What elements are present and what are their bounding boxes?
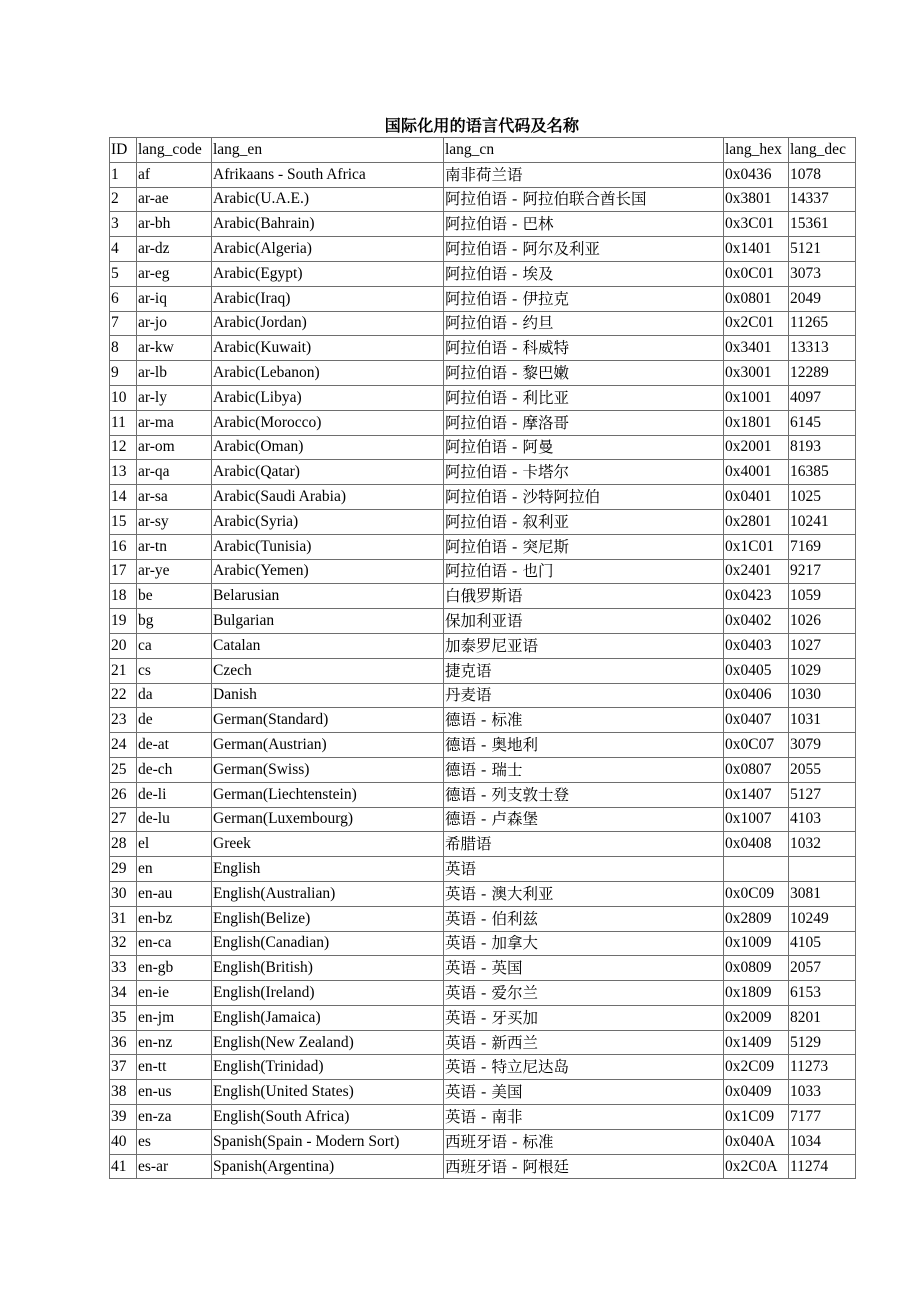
cell-lang-dec: 6153 [789, 981, 856, 1006]
cell-id: 35 [110, 1005, 137, 1030]
cell-lang-cn: 英语 - 美国 [444, 1080, 724, 1105]
cell-lang-code: ar-kw [137, 336, 212, 361]
cell-lang-dec: 1029 [789, 658, 856, 683]
cell-lang-dec: 4103 [789, 807, 856, 832]
cell-lang-en: Czech [212, 658, 444, 683]
cell-lang-en: English(New Zealand) [212, 1030, 444, 1055]
cell-id: 16 [110, 534, 137, 559]
table-row [110, 708, 856, 733]
cell-lang-en: Afrikaans - South Africa [212, 162, 444, 187]
cell-lang-hex: 0x3C01 [724, 212, 789, 237]
cell-id: 22 [110, 683, 137, 708]
cell-lang-hex: 0x0402 [724, 609, 789, 634]
cell-lang-en: German(Liechtenstein) [212, 782, 444, 807]
cell-lang-cn: 阿拉伯语 - 阿拉伯联合酋长国 [444, 187, 724, 212]
cell-id: 5 [110, 261, 137, 286]
cell-lang-en: Greek [212, 832, 444, 857]
cell-lang-hex: 0x2009 [724, 1005, 789, 1030]
table-row [110, 1080, 856, 1105]
cell-id: 14 [110, 485, 137, 510]
cell-lang-code: en-ie [137, 981, 212, 1006]
cell-lang-en: English(Canadian) [212, 931, 444, 956]
cell-lang-dec: 11265 [789, 311, 856, 336]
header-lang-hex: lang_hex [724, 138, 789, 163]
cell-lang-hex: 0x1007 [724, 807, 789, 832]
cell-lang-code: ar-eg [137, 261, 212, 286]
cell-lang-dec: 8201 [789, 1005, 856, 1030]
cell-id: 19 [110, 609, 137, 634]
cell-lang-en: Arabic(Bahrain) [212, 212, 444, 237]
cell-lang-hex: 0x4001 [724, 460, 789, 485]
cell-lang-hex: 0x0409 [724, 1080, 789, 1105]
cell-lang-hex: 0x0801 [724, 286, 789, 311]
cell-lang-dec: 3073 [789, 261, 856, 286]
cell-lang-cn: 阿拉伯语 - 黎巴嫩 [444, 361, 724, 386]
cell-lang-code: ar-dz [137, 237, 212, 262]
cell-lang-code: en-ca [137, 931, 212, 956]
cell-lang-cn: 德语 - 卢森堡 [444, 807, 724, 832]
cell-lang-code: ar-lb [137, 361, 212, 386]
cell-lang-dec: 1059 [789, 584, 856, 609]
table-row [110, 559, 856, 584]
cell-lang-cn: 阿拉伯语 - 突尼斯 [444, 534, 724, 559]
cell-lang-dec: 1026 [789, 609, 856, 634]
cell-lang-en: German(Austrian) [212, 733, 444, 758]
cell-id: 40 [110, 1129, 137, 1154]
cell-lang-en: Arabic(Syria) [212, 509, 444, 534]
table-row [110, 658, 856, 683]
cell-lang-cn: 英语 [444, 857, 724, 882]
cell-lang-code: ar-ye [137, 559, 212, 584]
table-row [110, 981, 856, 1006]
cell-lang-code: es-ar [137, 1154, 212, 1179]
cell-lang-dec: 1030 [789, 683, 856, 708]
cell-id: 32 [110, 931, 137, 956]
cell-lang-en: English(British) [212, 956, 444, 981]
cell-id: 10 [110, 385, 137, 410]
cell-lang-cn: 德语 - 瑞士 [444, 757, 724, 782]
cell-lang-cn: 英语 - 南非 [444, 1105, 724, 1130]
cell-lang-hex: 0x1001 [724, 385, 789, 410]
cell-lang-en: Danish [212, 683, 444, 708]
cell-id: 24 [110, 733, 137, 758]
cell-lang-en: English(United States) [212, 1080, 444, 1105]
cell-lang-cn: 英语 - 爱尔兰 [444, 981, 724, 1006]
cell-lang-hex: 0x1809 [724, 981, 789, 1006]
cell-lang-code: en-gb [137, 956, 212, 981]
table-row [110, 584, 856, 609]
cell-lang-dec: 2057 [789, 956, 856, 981]
cell-id: 28 [110, 832, 137, 857]
cell-lang-hex: 0x2C09 [724, 1055, 789, 1080]
cell-lang-hex: 0x0809 [724, 956, 789, 981]
cell-lang-hex: 0x1409 [724, 1030, 789, 1055]
language-code-table [109, 137, 856, 1179]
cell-lang-cn: 阿拉伯语 - 约旦 [444, 311, 724, 336]
cell-lang-code: bg [137, 609, 212, 634]
cell-id: 41 [110, 1154, 137, 1179]
cell-lang-code: cs [137, 658, 212, 683]
cell-lang-dec: 1078 [789, 162, 856, 187]
cell-lang-code: en-us [137, 1080, 212, 1105]
cell-lang-cn: 阿拉伯语 - 卡塔尔 [444, 460, 724, 485]
cell-id: 31 [110, 906, 137, 931]
cell-lang-dec: 2055 [789, 757, 856, 782]
cell-lang-en: Belarusian [212, 584, 444, 609]
cell-id: 8 [110, 336, 137, 361]
cell-lang-code: de-lu [137, 807, 212, 832]
cell-lang-en: Arabic(Egypt) [212, 261, 444, 286]
cell-lang-cn: 德语 - 奥地利 [444, 733, 724, 758]
cell-lang-en: German(Swiss) [212, 757, 444, 782]
cell-lang-dec: 12289 [789, 361, 856, 386]
table-row [110, 906, 856, 931]
table-row [110, 609, 856, 634]
cell-lang-en: Arabic(Morocco) [212, 410, 444, 435]
cell-lang-cn: 英语 - 特立尼达岛 [444, 1055, 724, 1080]
table-body [110, 162, 856, 1179]
cell-lang-dec: 13313 [789, 336, 856, 361]
cell-lang-code: de-li [137, 782, 212, 807]
cell-lang-cn: 南非荷兰语 [444, 162, 724, 187]
table-row [110, 410, 856, 435]
cell-lang-cn: 阿拉伯语 - 也门 [444, 559, 724, 584]
cell-lang-cn: 白俄罗斯语 [444, 584, 724, 609]
cell-lang-cn: 阿拉伯语 - 科威特 [444, 336, 724, 361]
cell-lang-cn: 英语 - 澳大利亚 [444, 881, 724, 906]
cell-id: 29 [110, 857, 137, 882]
cell-lang-hex: 0x1407 [724, 782, 789, 807]
cell-lang-cn: 西班牙语 - 标准 [444, 1129, 724, 1154]
cell-id: 38 [110, 1080, 137, 1105]
table-row [110, 336, 856, 361]
table-header-row [110, 138, 856, 163]
cell-lang-cn: 德语 - 标准 [444, 708, 724, 733]
cell-lang-cn: 德语 - 列支敦士登 [444, 782, 724, 807]
table-row [110, 237, 856, 262]
cell-id: 18 [110, 584, 137, 609]
cell-id: 36 [110, 1030, 137, 1055]
table-row [110, 1030, 856, 1055]
table-row [110, 832, 856, 857]
cell-lang-code: ar-sa [137, 485, 212, 510]
cell-lang-hex: 0x1801 [724, 410, 789, 435]
cell-lang-dec: 1025 [789, 485, 856, 510]
cell-id: 11 [110, 410, 137, 435]
cell-lang-cn: 阿拉伯语 - 利比亚 [444, 385, 724, 410]
cell-lang-hex: 0x0407 [724, 708, 789, 733]
cell-lang-code: ar-sy [137, 509, 212, 534]
table-row [110, 757, 856, 782]
cell-lang-hex: 0x0C07 [724, 733, 789, 758]
cell-lang-en: Bulgarian [212, 609, 444, 634]
table-row [110, 683, 856, 708]
cell-id: 3 [110, 212, 137, 237]
header-lang-code: lang_code [137, 138, 212, 163]
cell-id: 7 [110, 311, 137, 336]
cell-lang-hex: 0x0405 [724, 658, 789, 683]
table-row [110, 361, 856, 386]
cell-lang-en: Arabic(Algeria) [212, 237, 444, 262]
cell-lang-hex: 0x0436 [724, 162, 789, 187]
cell-lang-hex: 0x3801 [724, 187, 789, 212]
cell-lang-cn: 加泰罗尼亚语 [444, 633, 724, 658]
cell-id: 21 [110, 658, 137, 683]
cell-id: 13 [110, 460, 137, 485]
cell-id: 27 [110, 807, 137, 832]
cell-lang-dec: 7169 [789, 534, 856, 559]
cell-lang-cn: 阿拉伯语 - 摩洛哥 [444, 410, 724, 435]
cell-lang-hex: 0x2C01 [724, 311, 789, 336]
cell-lang-code: es [137, 1129, 212, 1154]
cell-lang-hex: 0x0423 [724, 584, 789, 609]
cell-lang-dec: 4097 [789, 385, 856, 410]
cell-lang-en: English(Australian) [212, 881, 444, 906]
cell-lang-code: ar-jo [137, 311, 212, 336]
cell-lang-dec: 14337 [789, 187, 856, 212]
cell-lang-hex: 0x0401 [724, 485, 789, 510]
cell-lang-en: English(Trinidad) [212, 1055, 444, 1080]
cell-lang-dec: 11274 [789, 1154, 856, 1179]
cell-lang-hex: 0x1009 [724, 931, 789, 956]
cell-id: 12 [110, 435, 137, 460]
cell-id: 23 [110, 708, 137, 733]
cell-lang-hex: 0x1401 [724, 237, 789, 262]
table-row [110, 509, 856, 534]
cell-id: 4 [110, 237, 137, 262]
cell-id: 20 [110, 633, 137, 658]
cell-lang-code: en-jm [137, 1005, 212, 1030]
cell-lang-hex [724, 857, 789, 882]
cell-lang-en: English(Jamaica) [212, 1005, 444, 1030]
cell-id: 2 [110, 187, 137, 212]
document-title: 国际化用的语言代码及名称 [384, 116, 580, 135]
cell-lang-en: English [212, 857, 444, 882]
cell-id: 26 [110, 782, 137, 807]
header-id: ID [110, 138, 137, 163]
cell-lang-en: English(South Africa) [212, 1105, 444, 1130]
table-row [110, 733, 856, 758]
cell-lang-cn: 阿拉伯语 - 叙利亚 [444, 509, 724, 534]
cell-id: 6 [110, 286, 137, 311]
cell-lang-code: ar-ae [137, 187, 212, 212]
cell-lang-code: ar-ly [137, 385, 212, 410]
cell-lang-dec: 3081 [789, 881, 856, 906]
cell-lang-cn: 英语 - 加拿大 [444, 931, 724, 956]
cell-lang-en: English(Belize) [212, 906, 444, 931]
table-row [110, 435, 856, 460]
cell-lang-code: de-at [137, 733, 212, 758]
cell-lang-en: Catalan [212, 633, 444, 658]
cell-lang-cn: 保加利亚语 [444, 609, 724, 634]
cell-lang-en: Arabic(Yemen) [212, 559, 444, 584]
cell-lang-en: Arabic(Oman) [212, 435, 444, 460]
cell-lang-dec: 1034 [789, 1129, 856, 1154]
cell-lang-dec: 6145 [789, 410, 856, 435]
cell-lang-dec: 5127 [789, 782, 856, 807]
header-lang-dec: lang_dec [789, 138, 856, 163]
cell-lang-en: English(Ireland) [212, 981, 444, 1006]
cell-lang-cn: 英语 - 英国 [444, 956, 724, 981]
cell-id: 17 [110, 559, 137, 584]
cell-lang-en: Arabic(Tunisia) [212, 534, 444, 559]
table-row [110, 187, 856, 212]
cell-lang-dec: 16385 [789, 460, 856, 485]
table-row [110, 485, 856, 510]
cell-lang-dec: 7177 [789, 1105, 856, 1130]
table-row [110, 534, 856, 559]
table-row [110, 162, 856, 187]
cell-lang-en: Arabic(U.A.E.) [212, 187, 444, 212]
cell-lang-cn: 丹麦语 [444, 683, 724, 708]
table-row [110, 857, 856, 882]
cell-lang-code: ar-iq [137, 286, 212, 311]
cell-lang-hex: 0x2001 [724, 435, 789, 460]
cell-lang-en: German(Luxembourg) [212, 807, 444, 832]
table-row [110, 261, 856, 286]
cell-lang-cn: 英语 - 牙买加 [444, 1005, 724, 1030]
cell-lang-dec: 5121 [789, 237, 856, 262]
cell-lang-hex: 0x2401 [724, 559, 789, 584]
cell-lang-hex: 0x040A [724, 1129, 789, 1154]
table-row [110, 1005, 856, 1030]
cell-lang-cn: 希腊语 [444, 832, 724, 857]
header-lang-en: lang_en [212, 138, 444, 163]
table-row [110, 1055, 856, 1080]
cell-id: 34 [110, 981, 137, 1006]
table-row [110, 286, 856, 311]
cell-lang-cn: 英语 - 新西兰 [444, 1030, 724, 1055]
cell-lang-en: Arabic(Jordan) [212, 311, 444, 336]
table-row [110, 1105, 856, 1130]
table-row [110, 931, 856, 956]
cell-lang-cn: 阿拉伯语 - 阿曼 [444, 435, 724, 460]
cell-lang-hex: 0x2C0A [724, 1154, 789, 1179]
cell-lang-hex: 0x0C09 [724, 881, 789, 906]
cell-lang-code: ar-qa [137, 460, 212, 485]
cell-id: 33 [110, 956, 137, 981]
cell-lang-cn: 阿拉伯语 - 埃及 [444, 261, 724, 286]
table-row [110, 782, 856, 807]
header-lang-cn: lang_cn [444, 138, 724, 163]
cell-id: 37 [110, 1055, 137, 1080]
cell-lang-code: en-bz [137, 906, 212, 931]
cell-lang-en: German(Standard) [212, 708, 444, 733]
cell-lang-hex: 0x0408 [724, 832, 789, 857]
cell-lang-hex: 0x0406 [724, 683, 789, 708]
cell-lang-en: Spanish(Spain - Modern Sort) [212, 1129, 444, 1154]
table-row [110, 311, 856, 336]
cell-id: 15 [110, 509, 137, 534]
cell-lang-hex: 0x2809 [724, 906, 789, 931]
cell-lang-dec: 1032 [789, 832, 856, 857]
cell-lang-code: en-nz [137, 1030, 212, 1055]
cell-lang-en: Arabic(Kuwait) [212, 336, 444, 361]
cell-lang-hex: 0x1C09 [724, 1105, 789, 1130]
table-row [110, 807, 856, 832]
cell-lang-cn: 阿拉伯语 - 伊拉克 [444, 286, 724, 311]
cell-lang-code: ar-tn [137, 534, 212, 559]
table-row [110, 460, 856, 485]
cell-lang-en: Arabic(Qatar) [212, 460, 444, 485]
cell-lang-dec: 10241 [789, 509, 856, 534]
cell-lang-en: Arabic(Lebanon) [212, 361, 444, 386]
cell-lang-code: af [137, 162, 212, 187]
table-row [110, 212, 856, 237]
cell-lang-hex: 0x0403 [724, 633, 789, 658]
cell-lang-code: ca [137, 633, 212, 658]
cell-lang-code: de [137, 708, 212, 733]
cell-lang-en: Arabic(Saudi Arabia) [212, 485, 444, 510]
cell-lang-dec: 10249 [789, 906, 856, 931]
cell-lang-dec: 8193 [789, 435, 856, 460]
cell-lang-dec: 1033 [789, 1080, 856, 1105]
cell-lang-dec: 1031 [789, 708, 856, 733]
cell-lang-dec: 9217 [789, 559, 856, 584]
cell-lang-dec: 11273 [789, 1055, 856, 1080]
cell-lang-dec: 2049 [789, 286, 856, 311]
cell-lang-hex: 0x1C01 [724, 534, 789, 559]
cell-lang-code: de-ch [137, 757, 212, 782]
table-row [110, 385, 856, 410]
cell-lang-cn: 阿拉伯语 - 沙特阿拉伯 [444, 485, 724, 510]
cell-lang-dec: 5129 [789, 1030, 856, 1055]
cell-lang-cn: 西班牙语 - 阿根廷 [444, 1154, 724, 1179]
cell-id: 1 [110, 162, 137, 187]
cell-lang-cn: 捷克语 [444, 658, 724, 683]
cell-lang-hex: 0x3001 [724, 361, 789, 386]
cell-lang-hex: 0x0C01 [724, 261, 789, 286]
cell-lang-cn: 阿拉伯语 - 阿尔及利亚 [444, 237, 724, 262]
cell-lang-hex: 0x2801 [724, 509, 789, 534]
cell-lang-code: en-za [137, 1105, 212, 1130]
cell-lang-en: Arabic(Iraq) [212, 286, 444, 311]
cell-lang-code: da [137, 683, 212, 708]
cell-lang-code: be [137, 584, 212, 609]
cell-lang-en: Arabic(Libya) [212, 385, 444, 410]
table-row [110, 633, 856, 658]
cell-lang-code: en [137, 857, 212, 882]
cell-lang-hex: 0x3401 [724, 336, 789, 361]
cell-lang-dec: 15361 [789, 212, 856, 237]
cell-id: 30 [110, 881, 137, 906]
table-row [110, 956, 856, 981]
cell-lang-cn: 英语 - 伯利兹 [444, 906, 724, 931]
cell-lang-hex: 0x0807 [724, 757, 789, 782]
cell-id: 39 [110, 1105, 137, 1130]
cell-lang-code: ar-ma [137, 410, 212, 435]
table-row [110, 1154, 856, 1179]
cell-lang-dec [789, 857, 856, 882]
cell-lang-code: el [137, 832, 212, 857]
cell-id: 25 [110, 757, 137, 782]
cell-lang-code: en-tt [137, 1055, 212, 1080]
cell-lang-dec: 1027 [789, 633, 856, 658]
cell-id: 9 [110, 361, 137, 386]
table-row [110, 881, 856, 906]
cell-lang-cn: 阿拉伯语 - 巴林 [444, 212, 724, 237]
cell-lang-code: en-au [137, 881, 212, 906]
cell-lang-dec: 4105 [789, 931, 856, 956]
table-row [110, 1129, 856, 1154]
cell-lang-en: Spanish(Argentina) [212, 1154, 444, 1179]
cell-lang-dec: 3079 [789, 733, 856, 758]
cell-lang-code: ar-bh [137, 212, 212, 237]
cell-lang-code: ar-om [137, 435, 212, 460]
